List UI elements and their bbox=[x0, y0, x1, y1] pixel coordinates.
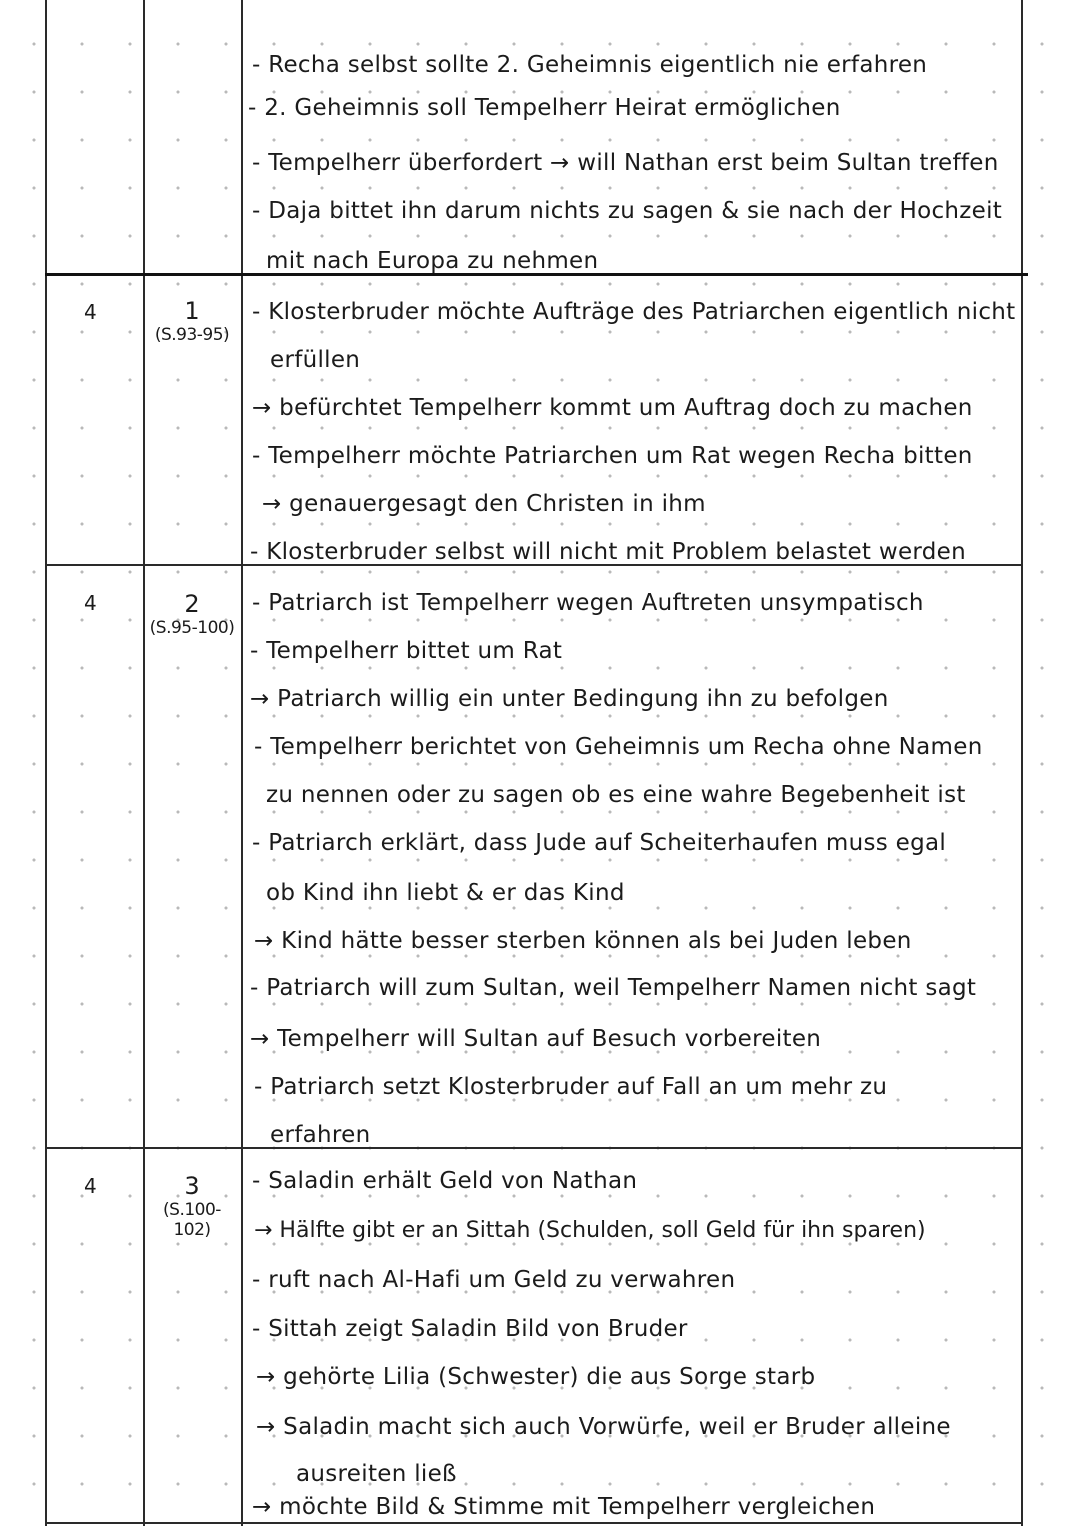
note-line: mit nach Europa zu nehmen bbox=[266, 248, 599, 274]
note-line: - Recha selbst sollte 2. Geheimnis eigentlich nie erfahren bbox=[252, 52, 928, 78]
note-line: - 2. Geheimnis soll Tempelherr Heirat ermöglichen bbox=[248, 95, 841, 121]
note-line: → befürchtet Tempelherr kommt um Auftrag doch zu machen bbox=[252, 395, 973, 421]
note-line: erfahren bbox=[270, 1122, 371, 1148]
scene-number: 3 bbox=[184, 1172, 200, 1200]
act-number: 4 bbox=[84, 1174, 97, 1198]
column-divider-right bbox=[1021, 0, 1023, 1526]
note-line: zu nennen oder zu sagen ob es eine wahre Begebenheit ist bbox=[266, 782, 966, 808]
scene-cell bbox=[146, 297, 238, 345]
row-divider-3 bbox=[45, 1147, 1023, 1149]
scene-number: 1 bbox=[184, 297, 200, 325]
scene-cell bbox=[146, 1172, 238, 1240]
note-line: ausreiten ließ bbox=[296, 1461, 457, 1487]
column-divider-left bbox=[45, 0, 47, 1526]
note-line: - Patriarch will zum Sultan, weil Tempelherr Namen nicht sagt bbox=[250, 975, 977, 1001]
scene-pages: (S.100-102) bbox=[163, 1200, 221, 1240]
note-line: - Patriarch ist Tempelherr wegen Auftreten unsympatisch bbox=[252, 590, 924, 616]
column-divider-scene bbox=[241, 0, 243, 1526]
note-line: → genauergesagt den Christen in ihm bbox=[262, 491, 706, 517]
note-line: → Saladin macht sich auch Vorwürfe, weil er Bruder alleine bbox=[256, 1414, 951, 1440]
note-line: - Klosterbruder möchte Aufträge des Patriarchen eigentlich nicht bbox=[252, 299, 1016, 325]
row-divider-4 bbox=[45, 1522, 1023, 1524]
note-line: → möchte Bild & Stimme mit Tempelherr vergleichen bbox=[252, 1494, 876, 1520]
note-line: → gehörte Lilia (Schwester) die aus Sorge starb bbox=[256, 1364, 816, 1390]
note-line: → Tempelherr will Sultan auf Besuch vorbereiten bbox=[250, 1026, 822, 1052]
note-line: - Patriarch setzt Klosterbruder auf Fall an um mehr zu bbox=[254, 1074, 888, 1100]
note-line: erfüllen bbox=[270, 347, 361, 373]
scene-number: 2 bbox=[184, 590, 200, 618]
note-line: → Patriarch willig ein unter Bedingung ihn zu befolgen bbox=[250, 686, 889, 712]
scene-pages: (S.93-95) bbox=[154, 325, 230, 345]
act-number: 4 bbox=[84, 591, 97, 615]
note-line: - ruft nach Al-Hafi um Geld zu verwahren bbox=[252, 1267, 736, 1293]
act-number: 4 bbox=[84, 300, 97, 324]
note-line: → Kind hätte besser sterben können als bei Juden leben bbox=[254, 928, 912, 954]
note-line: - Sittah zeigt Saladin Bild von Bruder bbox=[252, 1316, 688, 1342]
scene-cell bbox=[146, 590, 238, 638]
note-line: - Saladin erhält Geld von Nathan bbox=[252, 1168, 638, 1194]
note-line: ob Kind ihn liebt & er das Kind bbox=[266, 880, 625, 906]
column-divider-act bbox=[143, 0, 145, 1526]
note-line: - Tempelherr möchte Patriarchen um Rat wegen Recha bitten bbox=[252, 443, 973, 469]
note-line: - Tempelherr bittet um Rat bbox=[250, 638, 563, 664]
note-line: - Daja bittet ihn darum nichts zu sagen & sie nach der Hochzeit bbox=[252, 198, 1003, 224]
note-line: - Tempelherr überfordert → will Nathan erst beim Sultan treffen bbox=[252, 150, 999, 176]
note-line: → Hälfte gibt er an Sittah (Schulden, soll Geld für ihn sparen) bbox=[254, 1218, 926, 1243]
note-line: - Patriarch erklärt, dass Jude auf Scheiterhaufen muss egal bbox=[252, 830, 947, 856]
scene-pages: (S.95-100) bbox=[149, 618, 235, 638]
note-line: - Klosterbruder selbst will nicht mit Problem belastet werden bbox=[250, 539, 966, 565]
note-line: - Tempelherr berichtet von Geheimnis um Recha ohne Namen bbox=[254, 734, 983, 760]
